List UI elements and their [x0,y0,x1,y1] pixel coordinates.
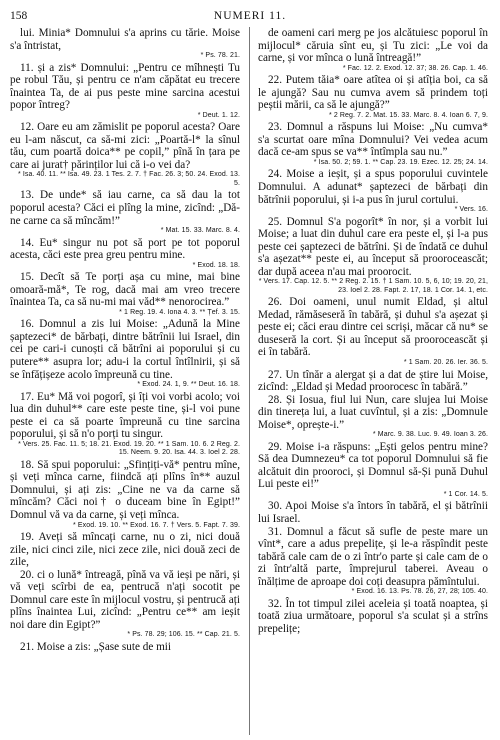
book-title: NUMERI 11. [213,10,287,22]
verse-paragraph: 12. Oare eu am zămislit pe poporul acesta? Oare eu l-am născut, ca să-mi zici: „Poartă-l* la sînul tău, cum poartă doica** pe copil,” pînă în țara pe care ai jurat† părinților lui că i-o vei da? [10,121,240,171]
verse-paragraph: 31. Domnul a făcut să sufle de peste mare un vînt*, care a adus prepelițe, și le-a răspîndit peste tabără cale cam de o zi într'o parte și cale cam de o zi într'altă parte, împrejurul taberei. Aveau o înălțime de aproape doi coți deasupra pămîntului. [258,525,488,588]
verse-paragraph: 16. Domnul a zis lui Moise: „Adună la Mine șaptezeci* de bărbați, dintre bătrînii lui Israel, din cei pe cari-i cunoști că bătrîni ai poporului și cu putere** asupra lor; adu-i la cortul întîlnirii, și să se înfățișeze acolo împreună cu tine. [10,318,240,381]
verse-paragraph: 18. Să spui poporului: „Sfințiți-vă* pentru mîne, și veți mînca carne, fiindcă ați plîns în** auzul Domnului, și ați zis: „Cine ne va da carne să mîncăm? Căci noi† o duceam bine în Egipt!” Domnul vă va da carne, și veți mînca. [10,458,240,521]
left-text-column [10,27,240,737]
verse-paragraph: 22. Putem tăia* oare atîtea oi și atîția boi, ca să le ajungă? Sau nu cumva avem să prindem toți peștii mării, ca să le ajungă?” [258,74,488,112]
verse-paragraph: de oameni cari merg pe jos alcătuiesc poporul în mijlocul* căruia sînt eu, și Tu zici: „Le voi da carne, și vor mînca o lună întreagă!” [258,27,488,65]
page-number: 158 [10,10,28,22]
cross-reference: * Isa. 50. 2; 59. 1. ** Cap. 23. 19. Ezec. 12. 25; 24. 14. [313,158,488,166]
cross-reference: * Marc. 9. 38. Luc. 9. 49. Ioan 3. 26. [372,431,488,439]
cross-reference: * 1 Reg. 19. 4. Iona 4. 3. ** Țef. 3. 15. [119,308,240,316]
verse-paragraph: 25. Domnul S'a pogorît* în nor, și a vorbit lui Moise; a luat din duhul care era peste el, și l-a pus peste cei șaptezeci de bătrîni. Și de îndată ce duhul s'a așezat** peste ei, au început să prooroceascăt; dar după aceea n'au mai proorocit. [258,215,488,278]
cross-reference: * 2 Reg. 7. 2. Mat. 15. 33. Marc. 8. 4. Ioan 6. 7, 9. [329,111,488,119]
cross-reference: * Exod. 18. 18. [192,261,240,269]
verse-paragraph: 28. Și Iosua, fiul lui Nun, care slujea lui Moise din tinereța lui, a luat cuvîntul, și a zis: „Domnule Moise*, oprește-i.” [258,393,488,431]
cross-reference: * Mat. 15. 33. Marc. 8. 4. [160,227,240,235]
cross-reference: * 1 Cor. 14. 5. [443,490,488,498]
verse-paragraph: lui. Minia* Domnului s'a aprins cu tărie. Moise s'a întristat, [10,27,240,52]
right-text-column [258,27,488,737]
page-header [10,10,490,28]
verse-paragraph: 19. Aveți să mîncați carne, nu o zi, nici două zile, nici cinci zile, nici zece zile, nici două zeci de zile, [10,531,240,569]
cross-reference: * Fac. 12. 2. Exod. 12. 37; 38. 26. Cap. 1. 46. [342,64,488,72]
verse-paragraph: 29. Moise i-a răspuns: „Ești gelos pentru mine? Să dea Dumnezeu* ca tot poporul Domnului să fie alcătuit din prooroci, și Domnul să-Și pună Duhul Lui peste ei!” [258,440,488,491]
cross-reference: * Exod. 16. 13. Ps. 78. 26, 27, 28; 105. 40. [351,588,488,596]
cross-reference: * Deut. 1. 12. [197,111,240,119]
cross-reference: * Exod. 24. 1, 9. ** Deut. 16. 18. [137,381,240,389]
verse-paragraph: 23. Domnul a răspuns lui Moise: „Nu cumva* s'a scurtat oare mîna Domnului? Vei vedea acum dacă ce-am spus se va** întîmpla sau nu.” [258,121,488,159]
verse-paragraph: 30. Apoi Moise s'a întors în tabără, el și bătrînii lui Israel. [258,500,488,525]
cross-reference: * Ps. 78. 21. [200,52,240,60]
cross-reference: * Vers. 25. Fac. 11. 5; 18. 21. Exod. 19. 20. ** 1 Sam. 10. 6. 2 Reg. 2. 15. Neem. 9. 20. Isa. 44. 3. Ioel 2. 28. [18,440,240,457]
cross-reference: * Vers. 16. [454,206,488,214]
verse-paragraph: 17. Eu* Mă voi pogorî, și îți voi vorbi acolo; voi lua din duhul** care este peste tine, și-l voi pune peste ei ca să poarte împreună cu tine sarcina poporului, și să n'o porți tu singur. [10,390,240,441]
verse-paragraph: 32. În tot timpul zilei aceleia și toată noaptea, și toată ziua următoare, poporul s'a sculat și a strîns prepelițe; [258,597,488,635]
verse-paragraph: 27. Un tînăr a alergat și a dat de știre lui Moise, zicînd: „Eldad și Medad proorocesc în tabără.” [258,368,488,394]
verse-paragraph: 26. Doi oameni, unul numit Eldad, și altul Medad, rămăseseră în tabără, și duhul s'a așezat și peste ei; căci erau dintre cei scriși, măcar că nu* se duseseră la cort. Și au început să prooroceascăt și ei în tabără. [258,296,488,359]
cross-reference: * 1 Sam. 20. 26. Ier. 36. 5. [403,359,488,367]
verse-paragraph: 21. Moise a zis: „Șase sute de mii [20,640,172,653]
verse-paragraph: 24. Moise a ieșit, și a spus poporului cuvintele Domnului. A adunat* șaptezeci de bărbați din bătrînii poporului, și i-a pus în jurul cortului. [258,168,488,206]
cross-reference: * Exod. 19. 10. ** Exod. 16. 7. † Vers. 5. Fapt. 7. 39. [73,521,240,529]
cross-reference: * Ps. 78. 29; 106. 15. ** Cap. 21. 5. [127,631,240,639]
verse-paragraph: 20. ci o lună* întreagă, pînă va vă ieși pe nări, și vă veți scîrbi de ea, pentrucă n'ați socotit pe Domnul care este în mijlocul vostru, și pentrucă ați plîns înaintea Lui, zicînd: „Pentru ce** am ieșit noi dare din Egipt?” [10,568,240,631]
verse-paragraph: 15. Decît să Te porți așa cu mine, mai bine omoară-mă*, Te rog, dacă mai am vreo trecere înaintea Ta, ca să nu-mi mai văd** nenorocirea.” [10,271,240,309]
column-divider [249,27,250,735]
verse-paragraph: 14. Eu* singur nu pot să port pe tot poporul acesta, căci este prea greu pentru mine. [10,236,240,262]
cross-reference: * Vers. 17. Cap. 12. 5. ** 2 Reg. 2. 15. † 1 Sam. 10. 5, 6, 10; 19. 20, 21, 23. Ioel 2. 28. Fapt. 2. 17, 18. 1 Cor. 14. 1, etc. [258,278,488,294]
verse-paragraph: 13. De unde* să iau carne, ca să dau la tot poporul acesta? Căci ei plîng la mine, zicînd: „Dă-ne carne ca să mîncăm!” [10,189,240,227]
verse-paragraph: 11. și a zis* Domnului: „Pentru ce mîhnești Tu pe robul Tău, și pentru ce n'am căpătat eu trecere înaintea Ta, de ai pus peste mine sarcina acestui popor întreg? [10,61,240,112]
cross-reference: * Isa. 40. 11. ** Isa. 49. 23. 1 Tes. 2. 7. † Fac. 26. 3; 50. 24. Exod. 13. 5. [17,171,240,187]
